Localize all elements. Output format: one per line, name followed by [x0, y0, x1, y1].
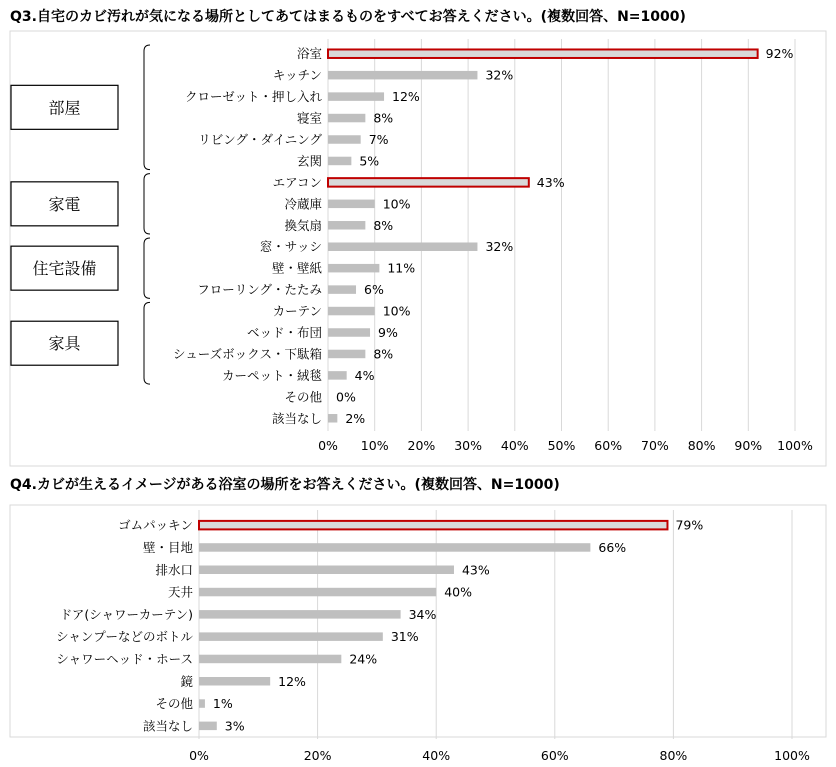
chart1-category-label: クローゼット・押し入れ: [184, 89, 322, 105]
chart1-bar: [328, 350, 365, 359]
chart2-tick-label: 0%: [189, 748, 209, 763]
chart2-bar: [199, 699, 205, 708]
chart2-data-label: 40%: [444, 584, 472, 600]
chart1-tick-label: 20%: [407, 438, 436, 453]
chart2-data-label: 1%: [212, 696, 233, 712]
chart2-tick-label: 40%: [422, 748, 451, 763]
chart1-data-label: 7%: [368, 132, 389, 147]
chart1-bar: [328, 157, 351, 166]
chart1-data-label: 8%: [373, 346, 394, 362]
chart1-category-label: キッチン: [272, 67, 322, 83]
chart1-group-label: 家電: [48, 194, 81, 214]
chart1-category-label: 換気扇: [284, 217, 322, 233]
chart2-title: Q4.カビが生えるイメージがある浴室の場所をお答えください。(複数回答、N=1000): [10, 477, 560, 493]
chart1-category-label: ベッド・布団: [246, 325, 322, 340]
chart1-category-label: シューズボックス・下駄箱: [172, 346, 322, 362]
chart1-group-bracket: [144, 174, 150, 234]
chart2-data-label: 79%: [675, 517, 704, 533]
chart1-tick-label: 40%: [500, 438, 529, 453]
chart1-group-label: 家具: [48, 334, 81, 354]
chart1-tick-label: 90%: [734, 438, 763, 453]
chart2-tick-label: 20%: [303, 748, 332, 763]
chart2-category-label: 排水口: [155, 562, 193, 578]
chart1-tick-label: 30%: [454, 438, 482, 453]
chart1-bar: [328, 328, 370, 337]
chart2-tick-label: 80%: [659, 748, 688, 763]
chart1-bar: [328, 200, 375, 209]
chart1-category-label: 壁・壁紙: [271, 260, 322, 276]
chart1-data-label: 4%: [354, 367, 375, 383]
chart2-category-label: ゴムパッキン: [118, 517, 193, 533]
chart1-bar: [328, 221, 365, 230]
chart1-group-bracket: [144, 45, 150, 170]
chart1-tick-label: 60%: [594, 438, 623, 453]
chart2-data-label: 31%: [390, 629, 419, 645]
chart2-tick-label: 60%: [540, 748, 569, 763]
chart1-bar: [328, 114, 365, 123]
chart1-data-label: 2%: [345, 410, 366, 426]
chart1-category-label: カーテン: [272, 303, 322, 319]
chart2-category-label: シャワーヘッド・ホース: [56, 651, 193, 667]
chart1-tick-label: 100%: [777, 438, 813, 453]
chart2-bar: [199, 543, 590, 552]
chart1-category-label: 冷蔵庫: [284, 196, 322, 212]
chart2-category-label: 壁・目地: [142, 539, 193, 555]
chart1-data-label: 8%: [373, 110, 394, 126]
chart1-bar: [328, 71, 477, 80]
chart1-tick-label: 10%: [360, 438, 389, 453]
chart1-group-bracket: [144, 302, 150, 384]
chart2-category-label: 該当なし: [142, 718, 193, 734]
chart2-bar: [199, 677, 270, 686]
chart2-data-label: 66%: [598, 539, 627, 555]
chart1-tick-label: 50%: [547, 438, 576, 453]
chart1-bar: [328, 135, 361, 144]
chart2-data-label: 43%: [461, 562, 490, 578]
chart1-category-label: リビング・ダイニング: [198, 132, 322, 147]
chart1-bar: [328, 242, 477, 251]
chart2-bar: [199, 610, 401, 619]
chart2-tick-label: 100%: [774, 748, 810, 763]
chart2-bar: [199, 566, 454, 575]
chart2-bar: [199, 588, 436, 597]
chart1-data-label: 9%: [378, 325, 398, 340]
chart2-bar: [199, 722, 217, 731]
chart1-group-bracket: [144, 238, 150, 298]
chart1-bar: [328, 285, 356, 294]
chart1-bar: [328, 414, 337, 423]
chart2-bar: [199, 521, 667, 530]
chart2-category-label: 天井: [167, 584, 193, 600]
chart1-category-label: その他: [284, 389, 322, 405]
chart2-category-label: シャンプーなどのボトル: [56, 629, 193, 645]
chart1-bar: [328, 92, 384, 101]
chart1-group-label: 住宅設備: [32, 259, 97, 279]
chart1-data-label: 92%: [765, 46, 794, 62]
chart1-data-label: 43%: [536, 174, 565, 190]
chart1-category-label: フローリング・たたみ: [197, 282, 322, 298]
chart1-data-label: 32%: [485, 67, 514, 83]
chart1-bar: [328, 49, 758, 58]
chart1-category-label: 玄関: [296, 153, 322, 169]
chart1-category-label: エアコン: [272, 174, 322, 190]
chart1-category-label: 浴室: [296, 46, 322, 62]
chart1-category-label: 窓・サッシ: [259, 239, 322, 255]
chart1-data-label: 12%: [392, 89, 420, 105]
chart1-tick-label: 70%: [641, 438, 669, 453]
chart1-category-label: 寝室: [296, 110, 322, 126]
chart1-tick-label: 0%: [318, 438, 338, 453]
chart2-bar: [199, 632, 383, 641]
chart1-data-label: 6%: [364, 282, 384, 298]
chart1-data-label: 11%: [387, 260, 416, 276]
chart1-tick-label: 80%: [687, 438, 716, 453]
chart2-bar: [199, 655, 341, 664]
chart2-category-label: ドア(シャワーカーテン): [59, 606, 193, 622]
chart1-data-label: 10%: [382, 196, 411, 212]
chart1-title: Q3.自宅のカビ汚れが気になる場所としてあてはまるものをすべてお答えください。(複数回答、N=1000): [10, 9, 686, 25]
chart1-data-label: 5%: [359, 153, 380, 169]
chart1-category-label: 該当なし: [271, 410, 322, 426]
chart2-category-label: その他: [155, 696, 193, 712]
chart1-bar: [328, 178, 529, 187]
chart1-bar: [328, 371, 347, 380]
chart2-category-label: 鏡: [180, 673, 193, 689]
chart2-data-label: 34%: [408, 606, 437, 622]
chart1-data-label: 32%: [485, 239, 514, 255]
chart1-bar: [328, 307, 375, 316]
chart1-data-label: 8%: [373, 217, 394, 233]
chart1-category-label: カーペット・絨毯: [221, 367, 322, 383]
chart2-data-label: 24%: [349, 651, 378, 667]
chart1-bar: [328, 264, 379, 273]
chart1-data-label: 10%: [382, 303, 411, 319]
chart1-group-label: 部屋: [48, 98, 81, 118]
chart1-data-label: 0%: [336, 389, 356, 405]
chart2-data-label: 12%: [278, 673, 306, 689]
chart2-data-label: 3%: [224, 718, 245, 734]
